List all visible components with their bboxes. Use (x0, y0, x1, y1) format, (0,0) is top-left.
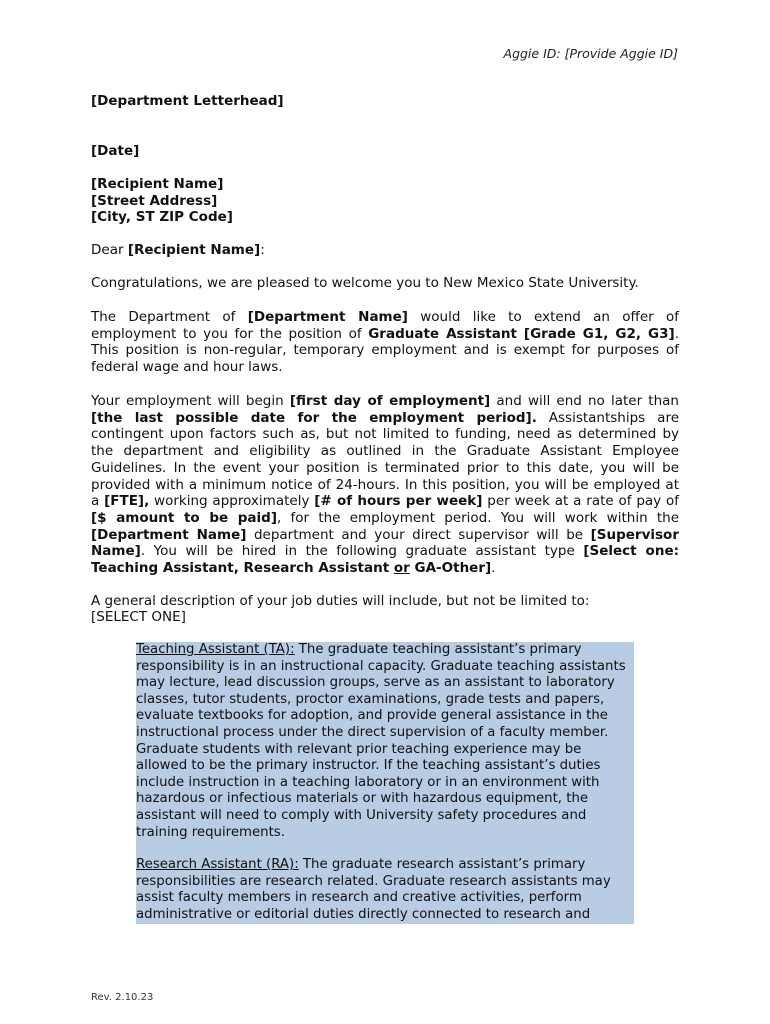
employment-end: [the last possible date for the employment period]. (91, 409, 537, 426)
employment-text: . (491, 560, 496, 577)
offer-text: would like to extend an offer of employment to you for the position of (91, 309, 679, 342)
revision-footer: Rev. 2.10.23 (91, 992, 154, 1003)
ga-type-or: or (393, 560, 410, 577)
offer-text: The Department of (91, 309, 248, 325)
offer-paragraph (91, 309, 679, 376)
employment-text: Assistantships are contingent upon factors such as, but not limited to funding, need as determined by the department and eligibility as outlined in the Graduate Assistant Employee Guidelines. In the event your position is terminated prior to this date, you will be provided with a minimum notice of 24-hours. In this position, you will be employed at a (91, 409, 679, 510)
employment-pay: [$ amount to be paid] (91, 509, 278, 526)
employment-paragraph (91, 393, 679, 577)
ra-description (136, 857, 634, 923)
salutation (91, 242, 265, 259)
recipient-street: [Street Address] (91, 193, 218, 209)
employment-text: , for the employment period. You will work within the (277, 509, 680, 526)
welcome-paragraph: Congratulations, we are pleased to welcome you to New Mexico State University. (91, 275, 639, 291)
recipient-name: [Recipient Name] (91, 176, 224, 192)
salutation-prefix: Dear (91, 242, 128, 258)
ra-text: The graduate research assistant’s primary responsibilities are research related. Graduate research assistants may assist faculty members in research and creative activities, perform administrative or editorial duties directly connected to research and (136, 857, 611, 922)
employment-start: [first day of employment] (289, 393, 491, 409)
employment-department: [Department Name] (91, 526, 247, 543)
offer-position: Graduate Assistant [Grade G1, G2, G3] (368, 325, 675, 342)
ta-description (136, 642, 634, 841)
date-placeholder: [Date] (91, 143, 140, 159)
employment-supervisor: [Supervisor Name] (91, 526, 679, 560)
employment-text: . You will be hired in the following graduate assistant type (140, 543, 584, 560)
duties-select: [SELECT ONE] (91, 609, 186, 625)
department-letterhead: [Department Letterhead] (91, 93, 284, 109)
aggie-id: Aggie ID: [Provide Aggie ID] (503, 46, 678, 61)
employment-hours: [# of hours per week] (314, 493, 483, 510)
ga-type-select: GA-Other] (409, 560, 492, 577)
employment-fte: [FTE], (104, 493, 150, 510)
ta-text: The graduate teaching assistant’s primary responsibility is in an instructional capacity. Graduate teaching assistants may lecture, lead discussion groups, serve as an assistant to laboratory classes, tutor students, proctor examinations, grade tests and papers, evaluate textbooks for adoption, and provide general assistance in the instructional process under the direct supervision of a faculty member. Graduate students with relevant prior teaching experience may be allowed to be the primary instructor. If the teaching assistant’s duties include instruction in a teaching laboratory or in an environment with hazardous or infectious materials or with hazardous equipment, the assistant will need to comply with University safety procedures and training requirements. (136, 642, 626, 840)
salutation-name: [Recipient Name] (127, 242, 261, 258)
ta-label: Teaching Assistant (TA): (136, 642, 295, 657)
duties-intro: A general description of your job duties will include, but not be limited to: (91, 593, 590, 609)
ga-type-select: [Select one: Teaching Assistant, Research Assistant (91, 543, 680, 577)
offer-department: [Department Name] (247, 309, 408, 325)
salutation-suffix: : (260, 242, 265, 258)
employment-text: department and your direct supervisor will be (246, 526, 591, 543)
employment-text: and will end no later than (490, 393, 679, 409)
employment-text: working approximately (149, 493, 315, 510)
offer-text: . This position is non-regular, temporary employment and is exempt for purposes of federal wage and hour laws. (91, 325, 679, 376)
ra-label: Research Assistant (RA): (136, 857, 299, 872)
recipient-city: [City, ST ZIP Code] (91, 209, 233, 225)
employment-text: per week at a rate of pay of (482, 493, 680, 510)
employment-text: Your employment will begin (91, 393, 290, 409)
